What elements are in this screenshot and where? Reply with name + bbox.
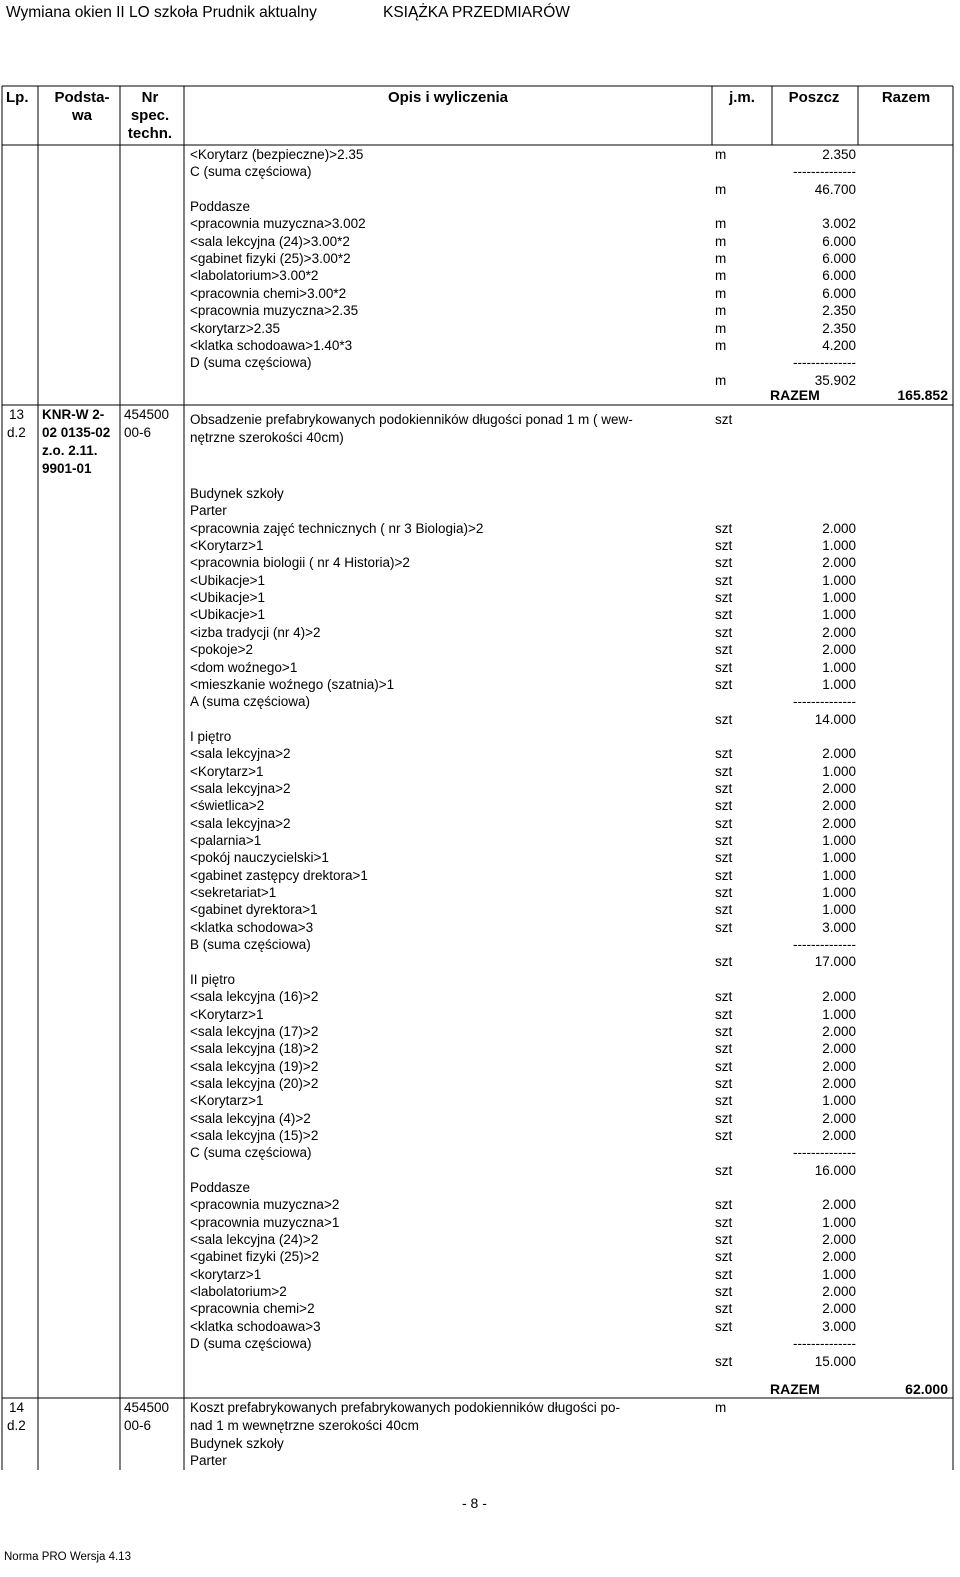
row-unit: szt [715,607,733,623]
row-value: -------------- [793,937,856,953]
row-description: C (suma częściowa) [190,1145,312,1161]
row-description: <gabinet fizyki (25)>3.00*2 [190,251,351,267]
razem-value-2: 62.000 [905,1381,948,1397]
pos14-description-4: Parter [190,1453,227,1468]
row-description: <gabinet zastępcy drektora>1 [190,867,368,883]
pos13-basis-1: KNR-W 2- [42,407,105,422]
pos13-description-1: Obsadzenie prefabrykowanych podokienników długości ponad 1 m ( wew- [190,412,633,427]
row-description: A (suma częściowa) [190,694,311,710]
row-unit: m [715,303,727,319]
col-header-razem: Razem [881,89,931,106]
row-description: <Korytarz (bezpieczne)>2.35 [190,147,364,162]
row-description: <labolatorium>3.00*2 [190,268,319,284]
row-unit: szt [715,1266,733,1282]
row-value: 2.000 [822,1232,856,1248]
row-unit: szt [715,1041,733,1057]
row-value: 1.000 [822,902,856,918]
row-description: <Korytarz>1 [190,538,264,554]
row-value: 2.000 [822,555,856,571]
row-value: 2.000 [822,1058,856,1074]
row-unit: m [715,320,727,336]
row-value: 2.000 [822,642,856,658]
row-value: -------------- [793,1336,856,1352]
row-description: <pracownia muzyczna>2 [190,1197,340,1213]
row-description: <gabinet dyrektora>1 [190,902,318,918]
row-unit: szt [715,555,733,571]
pos13-unit: szt [715,412,733,427]
row-description: <sala lekcyjna (24)>2 [190,1232,319,1248]
row-unit: szt [715,642,733,658]
row-value: 2.000 [822,815,856,831]
row-value: 3.000 [822,919,856,935]
row-unit: m [715,251,727,267]
row-value: 1.000 [822,833,856,848]
row-unit: szt [715,954,733,970]
row-description: <sala lekcyjna (17)>2 [190,1023,319,1039]
row-value: 2.000 [822,520,856,536]
row-value: 2.350 [822,147,856,162]
row-unit: szt [715,1093,733,1109]
row-value: 1.000 [822,885,856,901]
row-value: 6.000 [822,251,856,267]
row-description: <pokoje>2 [190,642,254,658]
row-description: <Ubikacje>1 [190,572,266,588]
row-unit: szt [715,902,733,918]
row-value: 6.000 [822,233,856,249]
row-description: D (suma częściowa) [190,355,312,371]
row-value: 2.000 [822,1284,856,1300]
row-unit: szt [715,520,733,536]
software-version: Norma PRO Wersja 4.13 [4,1551,131,1563]
row-value: 35.902 [814,372,856,388]
row-value: 15.000 [814,1353,856,1369]
row-unit: szt [715,572,733,588]
row-value: 1.000 [822,659,856,675]
row-unit: szt [715,919,733,935]
row-unit: szt [715,780,733,796]
row-unit: szt [715,1353,733,1369]
row-description: <klatka schodowa>3 [190,919,314,935]
col-header-poszcz: Poszcz [788,89,840,106]
row-value: 2.000 [822,798,856,814]
page-number: - 8 - [462,1495,487,1511]
row-value: 2.000 [822,1197,856,1213]
col-header-nr-line3: techn. [127,125,173,142]
row-unit: szt [715,1249,733,1265]
row-value: 16.000 [814,1162,856,1178]
row-description: B (suma częściowa) [190,937,311,953]
row-value: 3.002 [822,216,856,232]
row-unit: m [715,216,727,232]
pos13-basis-2: 02 0135-02 [42,425,111,440]
row-value: 2.350 [822,320,856,336]
row-description: <sala lekcyjna (18)>2 [190,1041,319,1057]
row-unit: szt [715,1075,733,1091]
row-unit: m [715,372,727,388]
row-value: 4.200 [822,337,856,353]
row-description: Poddasze [190,1180,251,1195]
row-value: -------------- [793,694,856,710]
row-value: 46.700 [814,181,856,197]
row-unit: szt [715,624,733,640]
row-description: Parter [190,503,227,519]
row-description: <pracownia muzyczna>2.35 [190,303,359,319]
row-description: <korytarz>2.35 [190,320,281,336]
pos14-lp: 14 [9,1400,25,1415]
row-description: I piętro [190,728,232,744]
row-value: 1.000 [822,763,856,779]
row-unit: szt [715,798,733,814]
pos14-description-3: Budynek szkoły [190,1436,284,1451]
row-unit: szt [715,1197,733,1213]
col-header-lp: Lp. [6,89,29,106]
row-description: <Ubikacje>1 [190,607,266,623]
row-value: 1.000 [822,867,856,883]
row-unit: szt [715,885,733,901]
row-description: <mieszkanie woźnego (szatnia)>1 [190,676,395,692]
row-description: <klatka schodoawa>1.40*3 [190,337,353,353]
row-description: <sala lekcyjna (19)>2 [190,1058,319,1074]
razem-value-1: 165.852 [897,387,948,403]
row-value: 2.000 [822,746,856,762]
row-description: <dom woźnego>1 [190,659,298,675]
row-description: <sala lekcyjna>2 [190,746,291,762]
row-description: <pracownia muzyczna>3.002 [190,216,366,232]
pos14-lp-sub: d.2 [7,1418,26,1433]
row-unit: szt [715,1127,733,1143]
row-value: 1.000 [822,850,856,866]
row-description: <sala lekcyjna (15)>2 [190,1127,319,1143]
row-value: 6.000 [822,268,856,284]
row-unit: szt [715,1301,733,1317]
row-value: 2.000 [822,624,856,640]
row-value: 1.000 [822,538,856,554]
row-unit: szt [715,1318,733,1334]
pos14-spec-1: 454500 [124,1400,170,1415]
row-description: <Korytarz>1 [190,1006,264,1022]
row-value: 2.000 [822,1041,856,1057]
pos13-description-2: nętrzne szerokości 40cm) [190,430,344,445]
row-unit: szt [715,1284,733,1300]
row-description: <sekretariat>1 [190,885,277,901]
row-description: <Korytarz>1 [190,1093,264,1109]
row-description: <pokój nauczycielski>1 [190,850,329,866]
document-header-right: KSIĄŻKA PRZEDMIARÓW [383,4,570,21]
col-header-podstawa-line1: Podsta- [54,89,110,106]
row-description: <labolatorium>2 [190,1284,287,1300]
row-value: 1.000 [822,590,856,606]
pos13-lp: 13 [9,407,25,422]
row-value: 1.000 [822,607,856,623]
col-header-nr-line1: Nr [141,89,159,106]
row-unit: szt [715,676,733,692]
row-unit: szt [715,1006,733,1022]
row-unit: szt [715,590,733,606]
row-description: <pracownia chemi>2 [190,1301,315,1317]
row-description: <sala lekcyjna>2 [190,780,291,796]
row-description: II piętro [190,971,236,987]
row-description: <gabinet fizyki (25)>2 [190,1249,320,1265]
pos14-unit: m [715,1400,727,1415]
row-description: <sala lekcyjna (20)>2 [190,1075,319,1091]
row-unit: m [715,285,727,301]
row-unit: szt [715,1110,733,1126]
row-unit: szt [715,538,733,554]
row-description: <Ubikacje>1 [190,590,266,606]
row-description: <izba tradycji (nr 4)>2 [190,624,321,640]
col-header-nr-line2: spec. [130,107,170,124]
row-description: <pracownia muzyczna>1 [190,1214,340,1230]
row-value: 1.000 [822,1266,856,1282]
row-unit: szt [715,763,733,779]
row-value: 2.000 [822,1023,856,1039]
row-value: 2.350 [822,303,856,319]
row-unit: m [715,337,727,353]
row-description: <sala lekcyjna (24)>3.00*2 [190,233,350,249]
col-header-opis: Opis i wyliczenia [387,89,509,106]
pos13-spec-2: 00-6 [124,425,152,440]
row-value: 1.000 [822,572,856,588]
row-value: 2.000 [822,989,856,1005]
pos14-description-1: Koszt prefabrykowanych prefabrykowanych podokienników długości po- [190,1400,620,1415]
pos13-lp-sub: d.2 [7,425,26,440]
row-value: 2.000 [822,1127,856,1143]
row-value: 17.000 [814,954,856,970]
row-description: C (suma częściowa) [190,164,312,180]
pos13-spec-1: 454500 [124,407,170,422]
row-unit: szt [715,833,733,848]
row-description: <sala lekcyjna (16)>2 [190,989,319,1005]
row-unit: szt [715,1214,733,1230]
row-description: <pracownia chemi>3.00*2 [190,285,347,301]
row-value: 2.000 [822,1110,856,1126]
row-unit: szt [715,711,733,727]
row-description: Poddasze [190,199,251,215]
row-value: 2.000 [822,1301,856,1317]
row-unit: szt [715,1058,733,1074]
row-unit: szt [715,746,733,762]
row-value: 1.000 [822,1214,856,1230]
col-header-jm: j.m. [729,89,755,106]
row-description: <sala lekcyjna (4)>2 [190,1110,311,1126]
row-value: 1.000 [822,676,856,692]
row-value: 1.000 [822,1006,856,1022]
row-unit: m [715,233,727,249]
row-description: <sala lekcyjna>2 [190,815,291,831]
row-unit: szt [715,989,733,1005]
row-value: 2.000 [822,1249,856,1265]
pos14-description-2: nad 1 m wewnętrzne szerokości 40cm [190,1418,419,1433]
razem-label-2: RAZEM [770,1381,820,1397]
row-unit: m [715,181,727,197]
row-unit: szt [715,1162,733,1178]
row-unit: szt [715,1023,733,1039]
row-description: <korytarz>1 [190,1266,262,1282]
row-value: -------------- [793,164,856,180]
row-description: <pracownia zajęć technicznych ( nr 3 Biologia)>2 [190,520,484,536]
row-description: Budynek szkoły [190,486,284,501]
pos13-basis-4: 9901-01 [42,461,92,476]
row-description: D (suma częściowa) [190,1336,312,1352]
row-unit: m [715,268,727,284]
row-value: -------------- [793,355,856,371]
row-value: 2.000 [822,1075,856,1091]
row-value: 3.000 [822,1318,856,1334]
row-value: 1.000 [822,1093,856,1109]
row-description: <Korytarz>1 [190,763,264,779]
row-value: 14.000 [814,711,856,727]
document-header-left: Wymiana okien II LO szkoła Prudnik aktualny [6,4,317,21]
pos13-basis-3: z.o. 2.11. [42,443,98,458]
col-header-podstawa-line2: wa [71,107,92,124]
row-unit: szt [715,1232,733,1248]
row-value: 2.000 [822,780,856,796]
row-unit: szt [715,815,733,831]
row-unit: szt [715,850,733,866]
pos14-spec-2: 00-6 [124,1418,152,1433]
razem-label-1: RAZEM [770,387,820,403]
row-description: <pracownia biologii ( nr 4 Historia)>2 [190,555,410,571]
row-unit: szt [715,867,733,883]
row-value: -------------- [793,1145,856,1161]
row-description: <klatka schodoawa>3 [190,1318,321,1334]
row-value: 6.000 [822,285,856,301]
row-description: <palarnia>1 [190,833,262,848]
row-unit: m [715,147,727,162]
row-description: <świetlica>2 [190,798,265,814]
row-unit: szt [715,659,733,675]
